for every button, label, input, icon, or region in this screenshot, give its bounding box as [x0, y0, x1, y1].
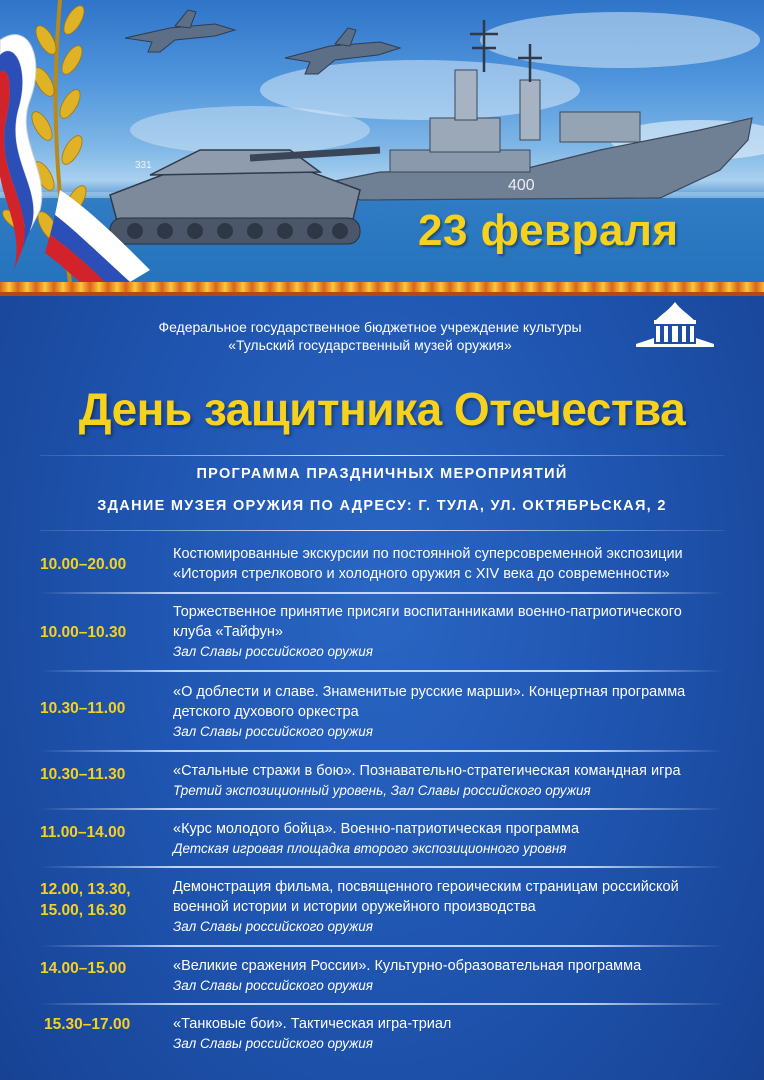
event-description: Костюмированные экскурсии по постоянной суперсовременной экспозиции «История стрелкового и холодного оружия с XIV века до современности»	[173, 546, 683, 582]
page-title: День защитника Отечества	[78, 383, 686, 435]
program-heading: ПРОГРАММА ПРАЗДНИЧНЫХ МЕРОПРИЯТИЙ	[196, 466, 568, 482]
organization-line-1: Федеральное государственное бюджетное учреждение культуры	[158, 319, 582, 335]
ship-number: 400	[508, 177, 535, 194]
event-location: Зал Славы российского оружия	[173, 978, 374, 993]
event-description: Торжественное принятие присяги воспитанниками военно-патриотического клуба «Тайфун» Зал Славы российского оружия	[173, 602, 733, 662]
event-time: 15.30–17.00	[44, 1016, 131, 1033]
row-divider	[40, 750, 724, 752]
event-description: «Танковые бои». Тактическая игра-триал Зал Славы российского оружия	[173, 1014, 733, 1054]
header-banner	[0, 0, 764, 282]
tank-number: 331	[135, 160, 152, 171]
row-divider	[40, 592, 724, 594]
event-time: 10.00–20.00	[40, 556, 127, 573]
event-time: 10.30–11.30	[40, 766, 126, 783]
event-description: «О доблести и славе. Знаменитые русские марши». Концертная программа детского духового оркестра Зал Славы российского оружия	[173, 682, 733, 742]
row-divider	[40, 808, 724, 810]
event-location: Детская игровая площадка второго экспозиционного уровня	[173, 841, 567, 856]
tank-icon	[110, 150, 380, 244]
row-divider	[40, 945, 724, 947]
event-time: 14.00–15.00	[40, 960, 127, 977]
row-divider	[40, 1003, 724, 1005]
event-time: 10.30–11.00	[40, 700, 126, 717]
organization-line-2: «Тульский государственный музей оружия»	[228, 337, 512, 353]
row-divider	[40, 670, 724, 672]
event-time: 12.00, 13.30, 15.00, 16.30	[40, 881, 131, 919]
museum-logo-icon	[634, 298, 716, 354]
event-description: «Великие сражения России». Культурно-образовательная программа Зал Славы российского оружия	[173, 956, 733, 996]
event-time: 11.00–14.00	[40, 824, 126, 841]
divider	[40, 530, 724, 531]
event-location: Зал Славы российского оружия	[173, 1036, 374, 1051]
event-description: Демонстрация фильма, посвященного героическим страницам российской военной истории и истории оружейного производства Зал Славы российского оружия	[173, 877, 733, 937]
event-location: Третий экспозиционный уровень, Зал Славы российского оружия	[173, 783, 591, 798]
divider	[40, 455, 724, 456]
event-location: Зал Славы российского оружия	[173, 724, 374, 739]
address-heading: ЗДАНИЕ МУЗЕЯ ОРУЖИЯ ПО АДРЕСУ: Г. ТУЛА, УЛ. ОКТЯБРЬСКАЯ, 2	[97, 498, 667, 514]
row-divider	[40, 866, 724, 868]
decorative-ribbon	[0, 282, 764, 296]
event-location: Зал Славы российского оружия	[173, 644, 374, 659]
event-description: «Стальные стражи в бою». Познавательно-стратегическая командная игра Третий экспозиционный уровень, Зал Славы российского оружия	[173, 761, 733, 801]
event-location: Зал Славы российского оружия	[173, 919, 374, 934]
event-description: «Курс молодого бойца». Военно-патриотическая программа Детская игровая площадка второго экспозиционного уровня	[173, 819, 733, 859]
event-time: 10.00–10.30	[40, 624, 127, 641]
organization-name	[120, 318, 620, 354]
date-heading: 23 февраля	[418, 206, 679, 255]
